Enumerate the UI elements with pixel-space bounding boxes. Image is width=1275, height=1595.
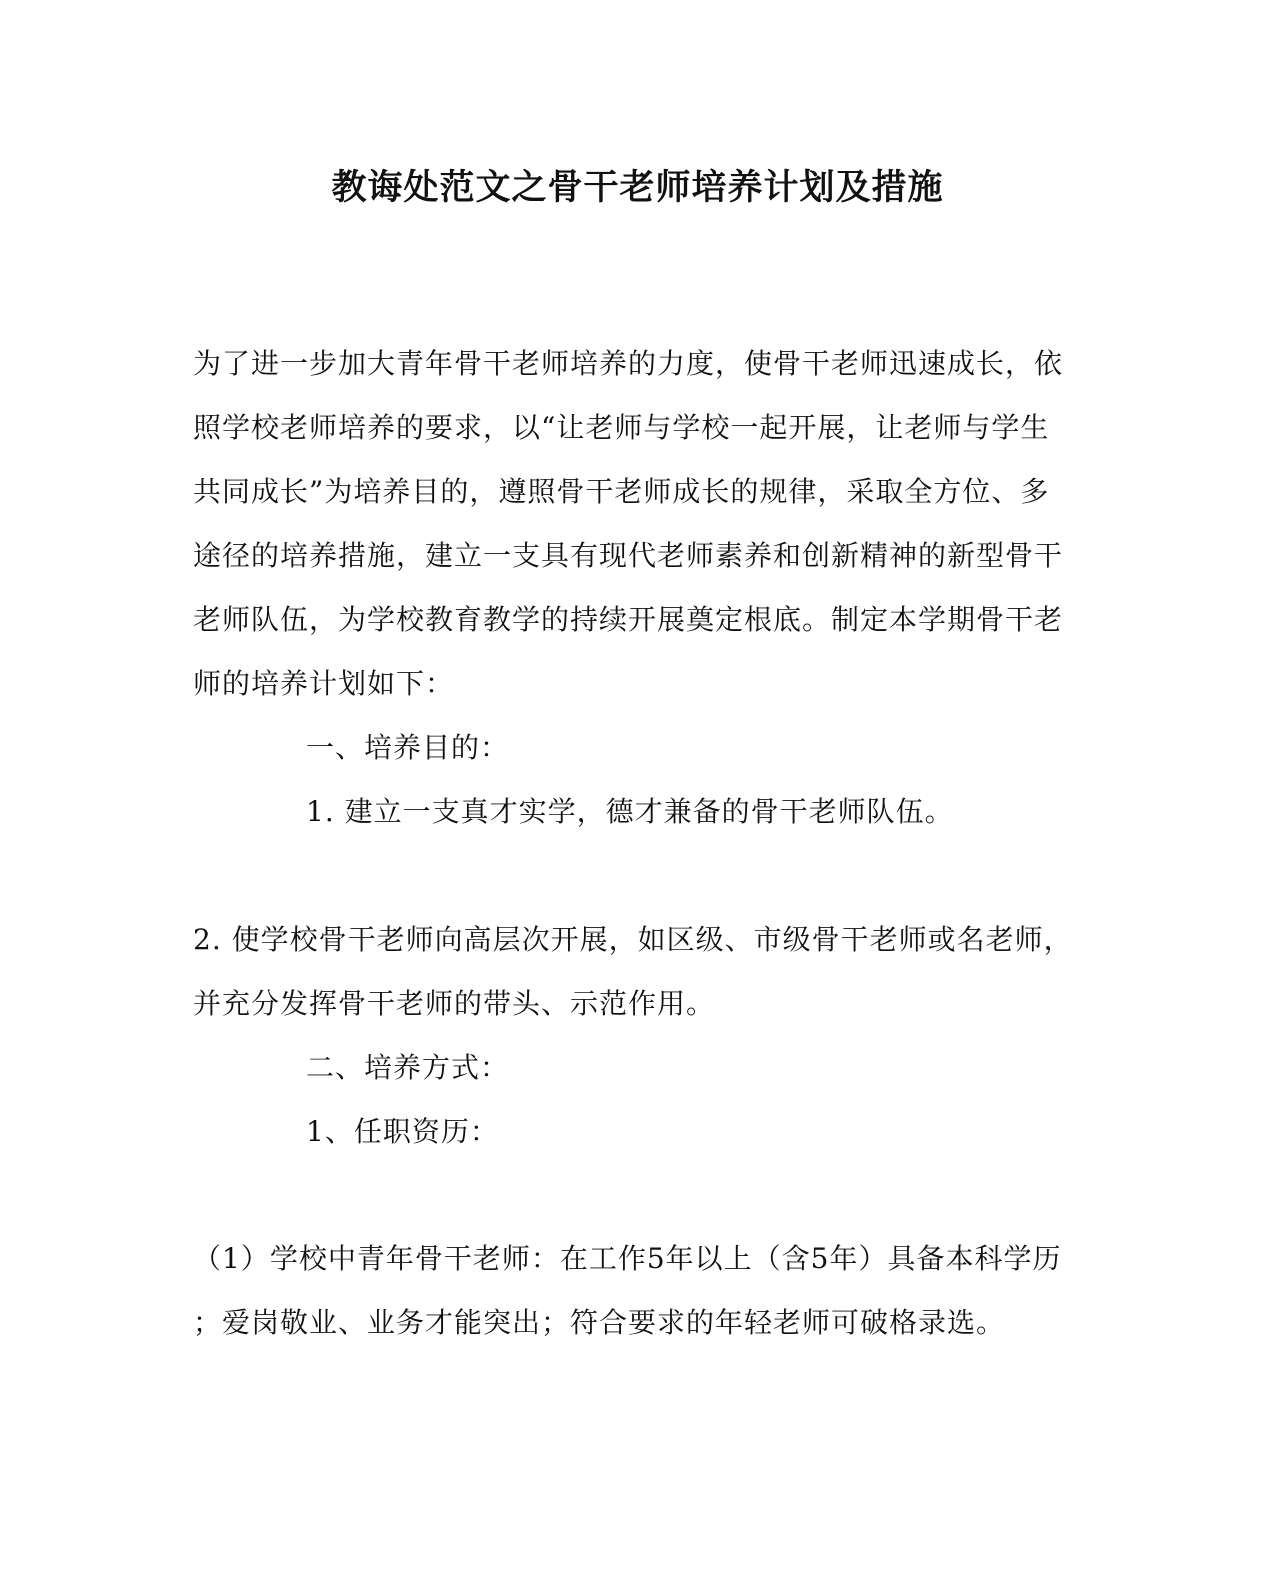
intro-line-5: 老师队伍，为学校教育教学的持续开展奠定根底。制定本学期骨干老 bbox=[193, 603, 1064, 636]
document-title: 教诲处范文之骨干老师培养计划及措施 bbox=[331, 167, 944, 208]
goal-item-2-line-2: 并充分发挥骨干老师的带头、示范作用。 bbox=[193, 987, 716, 1020]
intro-line-3: 共同成长”为培养目的，遵照骨干老师成长的规律，采取全方位、多 bbox=[193, 475, 1050, 508]
sub-heading-qualifications: 1、任职资历： bbox=[306, 1115, 499, 1148]
goal-item-1: 1. 建立一支真才实学，德才兼备的骨干老师队伍。 bbox=[306, 795, 954, 828]
intro-line-1: 为了进一步加大青年骨干老师培养的力度，使骨干老师迅速成长，依 bbox=[193, 347, 1064, 380]
intro-line-6: 师的培养计划如下： bbox=[193, 667, 455, 700]
qualification-item-1-line-1: （1）学校中青年骨干老师：在工作5年以上（含5年）具备本科学历 bbox=[193, 1242, 1062, 1275]
intro-line-2: 照学校老师培养的要求，以“让老师与学校一起开展，让老师与学生 bbox=[193, 411, 1050, 444]
goal-item-2-line-1: 2. 使学校骨干老师向高层次开展，如区级、市级骨干老师或名老师， bbox=[193, 923, 1073, 956]
section-heading-methods: 二、培养方式： bbox=[306, 1051, 510, 1084]
section-heading-goals: 一、培养目的： bbox=[306, 731, 510, 764]
intro-line-4: 途径的培养措施，建立一支具有现代老师素养和创新精神的新型骨干 bbox=[193, 539, 1064, 572]
qualification-item-1-line-2: ；爱岗敬业、业务才能突出；符合要求的年轻老师可破格录选。 bbox=[193, 1306, 1006, 1339]
